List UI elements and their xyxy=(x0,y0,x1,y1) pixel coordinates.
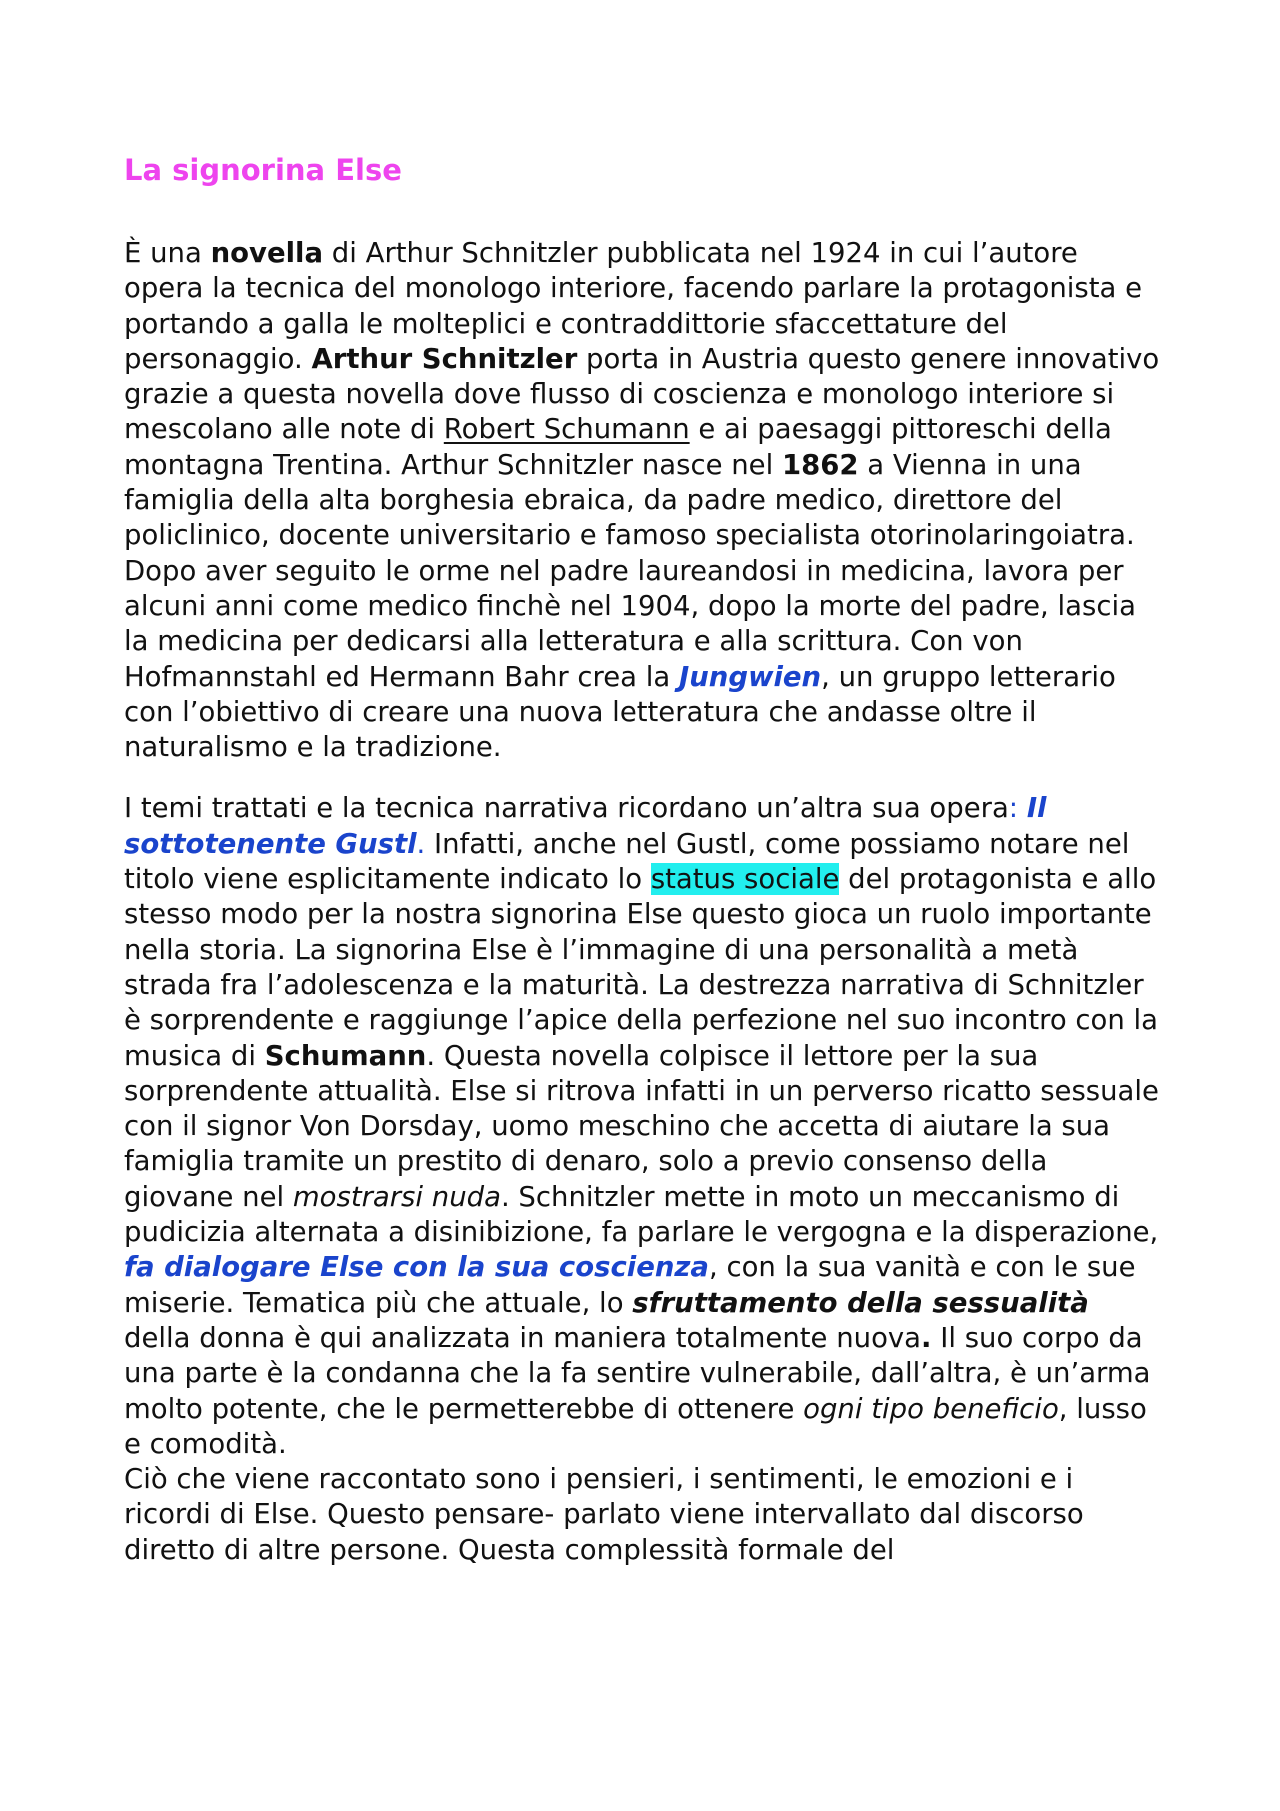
text-run: I temi trattati e la tecnica narrativa ricordano un’altra sua opera xyxy=(124,792,1009,825)
jungwien-link[interactable]: Jungwien xyxy=(679,660,822,693)
text-run: , con la sua vanità e con le sue miserie. Tematica più che attuale, lo xyxy=(124,1251,1136,1319)
document-title: La signorina Else xyxy=(124,153,402,187)
text-run: È una xyxy=(124,237,211,269)
robert-schumann-link[interactable]: Robert Schumann xyxy=(443,413,690,446)
schumann-bold: Schumann xyxy=(264,1039,427,1072)
text-run: , un gruppo letterario con l’obiettivo di creare una nuova letteratura che andasse oltre il naturalismo e la tradizione. xyxy=(124,660,1116,764)
author-bold: Arthur Schnitzler xyxy=(311,342,578,375)
text-run: , lusso e comodità. xyxy=(124,1392,1147,1460)
text-run: e ai paesaggi pittoreschi della montagna Trentina. Arthur Schnitzler nasce nel xyxy=(124,413,1112,481)
text-run: a Vienna in una famiglia della alta borghesia ebraica, da padre medico, direttore del policlinico, docente universitario e famoso specialista otorinolaringoiatra. Dopo aver seguito le orme nel padre laureandosi in medicina, lavora per alcuni anni come medico finchè nel 1904, dopo la morte del padre, lascia la medicina per dedicarsi alla letteratura e alla scrittura. Con von Hofmannstahl ed Hermann Bahr crea la xyxy=(124,448,1136,693)
status-sociale-highlight: status sociale xyxy=(650,863,840,896)
gustl-link[interactable]: Il sottotenente Gustl xyxy=(124,792,1047,860)
paragraph-1 xyxy=(124,236,1164,765)
colon-blue: : xyxy=(1008,792,1027,825)
text-run: Infatti, anche nel Gustl, come possiamo notare nel titolo viene esplicitamente indicato lo xyxy=(124,827,1130,896)
year-bold: 1862 xyxy=(781,448,859,481)
bold-dot: . xyxy=(921,1321,932,1354)
text-run: della donna è qui analizzata in maniera totalmente nuova xyxy=(124,1321,922,1354)
paragraph-3: Ciò che viene raccontato sono i pensieri, i sentimenti, le emozioni e i ricordi di Else. Questo pensare- parlato viene intervallato dal discorso diretto di altre persone. Questa complessità formale del xyxy=(124,1463,1084,1566)
dot-blue: . xyxy=(416,827,426,860)
text-run: Il suo corpo da una parte è la condanna che la fa sentire vulnerabile, dall’altra, è un’arma molto potente, che le permetterebbe di ottenere xyxy=(124,1321,1151,1425)
dialogare-link[interactable]: fa dialogare Else con la sua coscienza xyxy=(124,1251,709,1284)
text-run: del protagonista e allo stesso modo per la nostra signorina Else questo gioca un ruolo importante nella storia. La signorina Else è l’immagine di una personalità a metà strada fra l’adolescenza e la maturità. La destrezza narrativa di Schnitzler è sorprendente e raggiunge l’apice della perfezione nel suo incontro con la musica di xyxy=(124,863,1159,1072)
text-run: porta in Austria questo genere innovativo grazie a questa novella dove flusso di coscienza e monologo interiore si mescolano alle note di xyxy=(124,342,1160,446)
document-page xyxy=(124,150,1164,1568)
beneficio-italic: ogni tipo beneficio xyxy=(803,1392,1059,1425)
sfruttamento-bold-italic: sfruttamento della sessualità xyxy=(632,1286,1089,1319)
mostrarsi-italic: mostrarsi nuda xyxy=(292,1180,501,1213)
novella-bold: novella xyxy=(210,237,324,269)
paragraph-2 xyxy=(124,791,1164,1462)
text-run: . Schnitzler mette in moto un meccanismo di pudicizia alternata a disinibizione, fa parlare le vergogna e la disperazione, xyxy=(124,1180,1159,1249)
text-run: . Questa novella colpisce il lettore per la sua sorprendente attualità. Else si ritrova infatti in un perverso ricatto sessuale con il signor Von Dorsday, uomo meschino che accetta di aiutare la sua famiglia tramite un prestito di denaro, solo a previo consenso della giovane nel xyxy=(124,1039,1159,1213)
text-run: di Arthur Schnitzler pubblicata nel 1924 in cui l’autore opera la tecnica del monologo interiore, facendo parlare la protagonista e portando a galla le molteplici e contraddittorie sfaccettature del personaggio. xyxy=(124,237,1143,375)
